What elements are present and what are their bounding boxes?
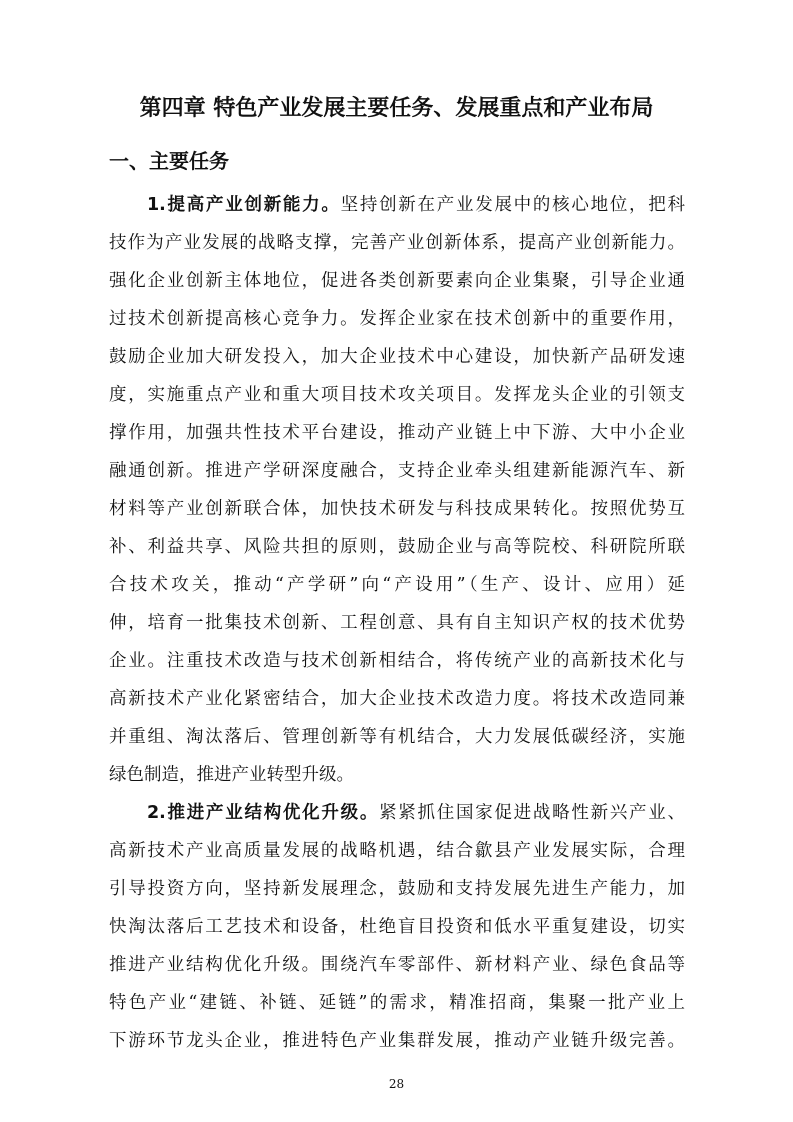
paragraph-2-lead: 2.推进产业结构优化升级。 [147,803,380,823]
paragraph-line: 并重组、淘汰落后、管理创新等有机结合，大力发展低碳经济，实施 [109,727,685,747]
paragraph-line: 企业。注重技术改造与技术创新相结合，将传统产业的高新技术化与 [109,651,685,671]
paragraph-line: 合技术攻关，推动“产学研”向“产设用”（生产、设计、应用）延 [109,575,685,595]
paragraph-line: 鼓励企业加大研发投入，加大企业技术中心建设，加快新产品研发速 [109,347,685,367]
paragraph-line: 下游环节龙头企业，推进特色产业集群发展，推动产业链升级完善。 [109,1031,685,1051]
paragraph-line: 技作为产业发展的战略支撑，完善产业创新体系，提高产业创新能力。 [109,233,685,253]
paragraph-line: 推进产业结构优化升级。围绕汽车零部件、新材料产业、绿色食品等 [109,955,685,975]
paragraph-1-lead: 1.提高产业创新能力。 [147,195,341,215]
paragraph-2-line-1 [147,795,685,831]
paragraph-line: 高新技术产业化紧密结合，加大企业技术改造力度。将技术改造同兼 [109,689,685,709]
paragraph-1-line-1 [147,187,685,223]
section-heading: 一、主要任务 [109,149,229,173]
paragraph-line: 材料等产业创新联合体，加快技术研发与科技成果转化。按照优势互 [109,499,685,519]
paragraph-line: 融通创新。推进产学研深度融合，支持企业牵头组建新能源汽车、新 [109,461,685,481]
paragraph-line: 强化企业创新主体地位，促进各类创新要素向企业集聚，引导企业通 [109,271,685,291]
chapter-title: 第四章 特色产业发展主要任务、发展重点和产业布局 [139,96,654,121]
paragraph-line: 引导投资方向，坚持新发展理念，鼓励和支持发展先进生产能力，加 [109,879,685,899]
paragraph-line: 撑作用，加强共性技术平台建设，推动产业链上中下游、大中小企业 [109,423,685,443]
paragraph-1-text: 坚持创新在产业发展中的核心地位，把科 [340,195,685,215]
paragraph-line: 高新技术产业高质量发展的战略机遇，结合歙县产业发展实际，合理 [109,841,685,861]
paragraph-line: 补、利益共享、风险共担的原则，鼓励企业与高等院校、科研院所联 [109,537,685,557]
page-number: 28 [388,1077,405,1091]
paragraph-line: 特色产业“建链、补链、延链”的需求，精准招商，集聚一批产业上 [109,993,685,1013]
paragraph-line: 快淘汰落后工艺技术和设备，杜绝盲目投资和低水平重复建设，切实 [109,917,685,937]
paragraph-2-text: 紧紧抓住国家促进战略性新兴产业、 [379,803,685,823]
paragraph-line: 度，实施重点产业和重大项目技术攻关项目。发挥龙头企业的引领支 [109,385,685,405]
paragraph-line: 过技术创新提高核心竞争力。发挥企业家在技术创新中的重要作用， [109,309,685,329]
paragraph-line: 伸，培育一批集技术创新、工程创意、具有自主知识产权的技术优势 [109,613,685,633]
paragraph-line: 绿色制造，推进产业转型升级。 [109,765,354,785]
